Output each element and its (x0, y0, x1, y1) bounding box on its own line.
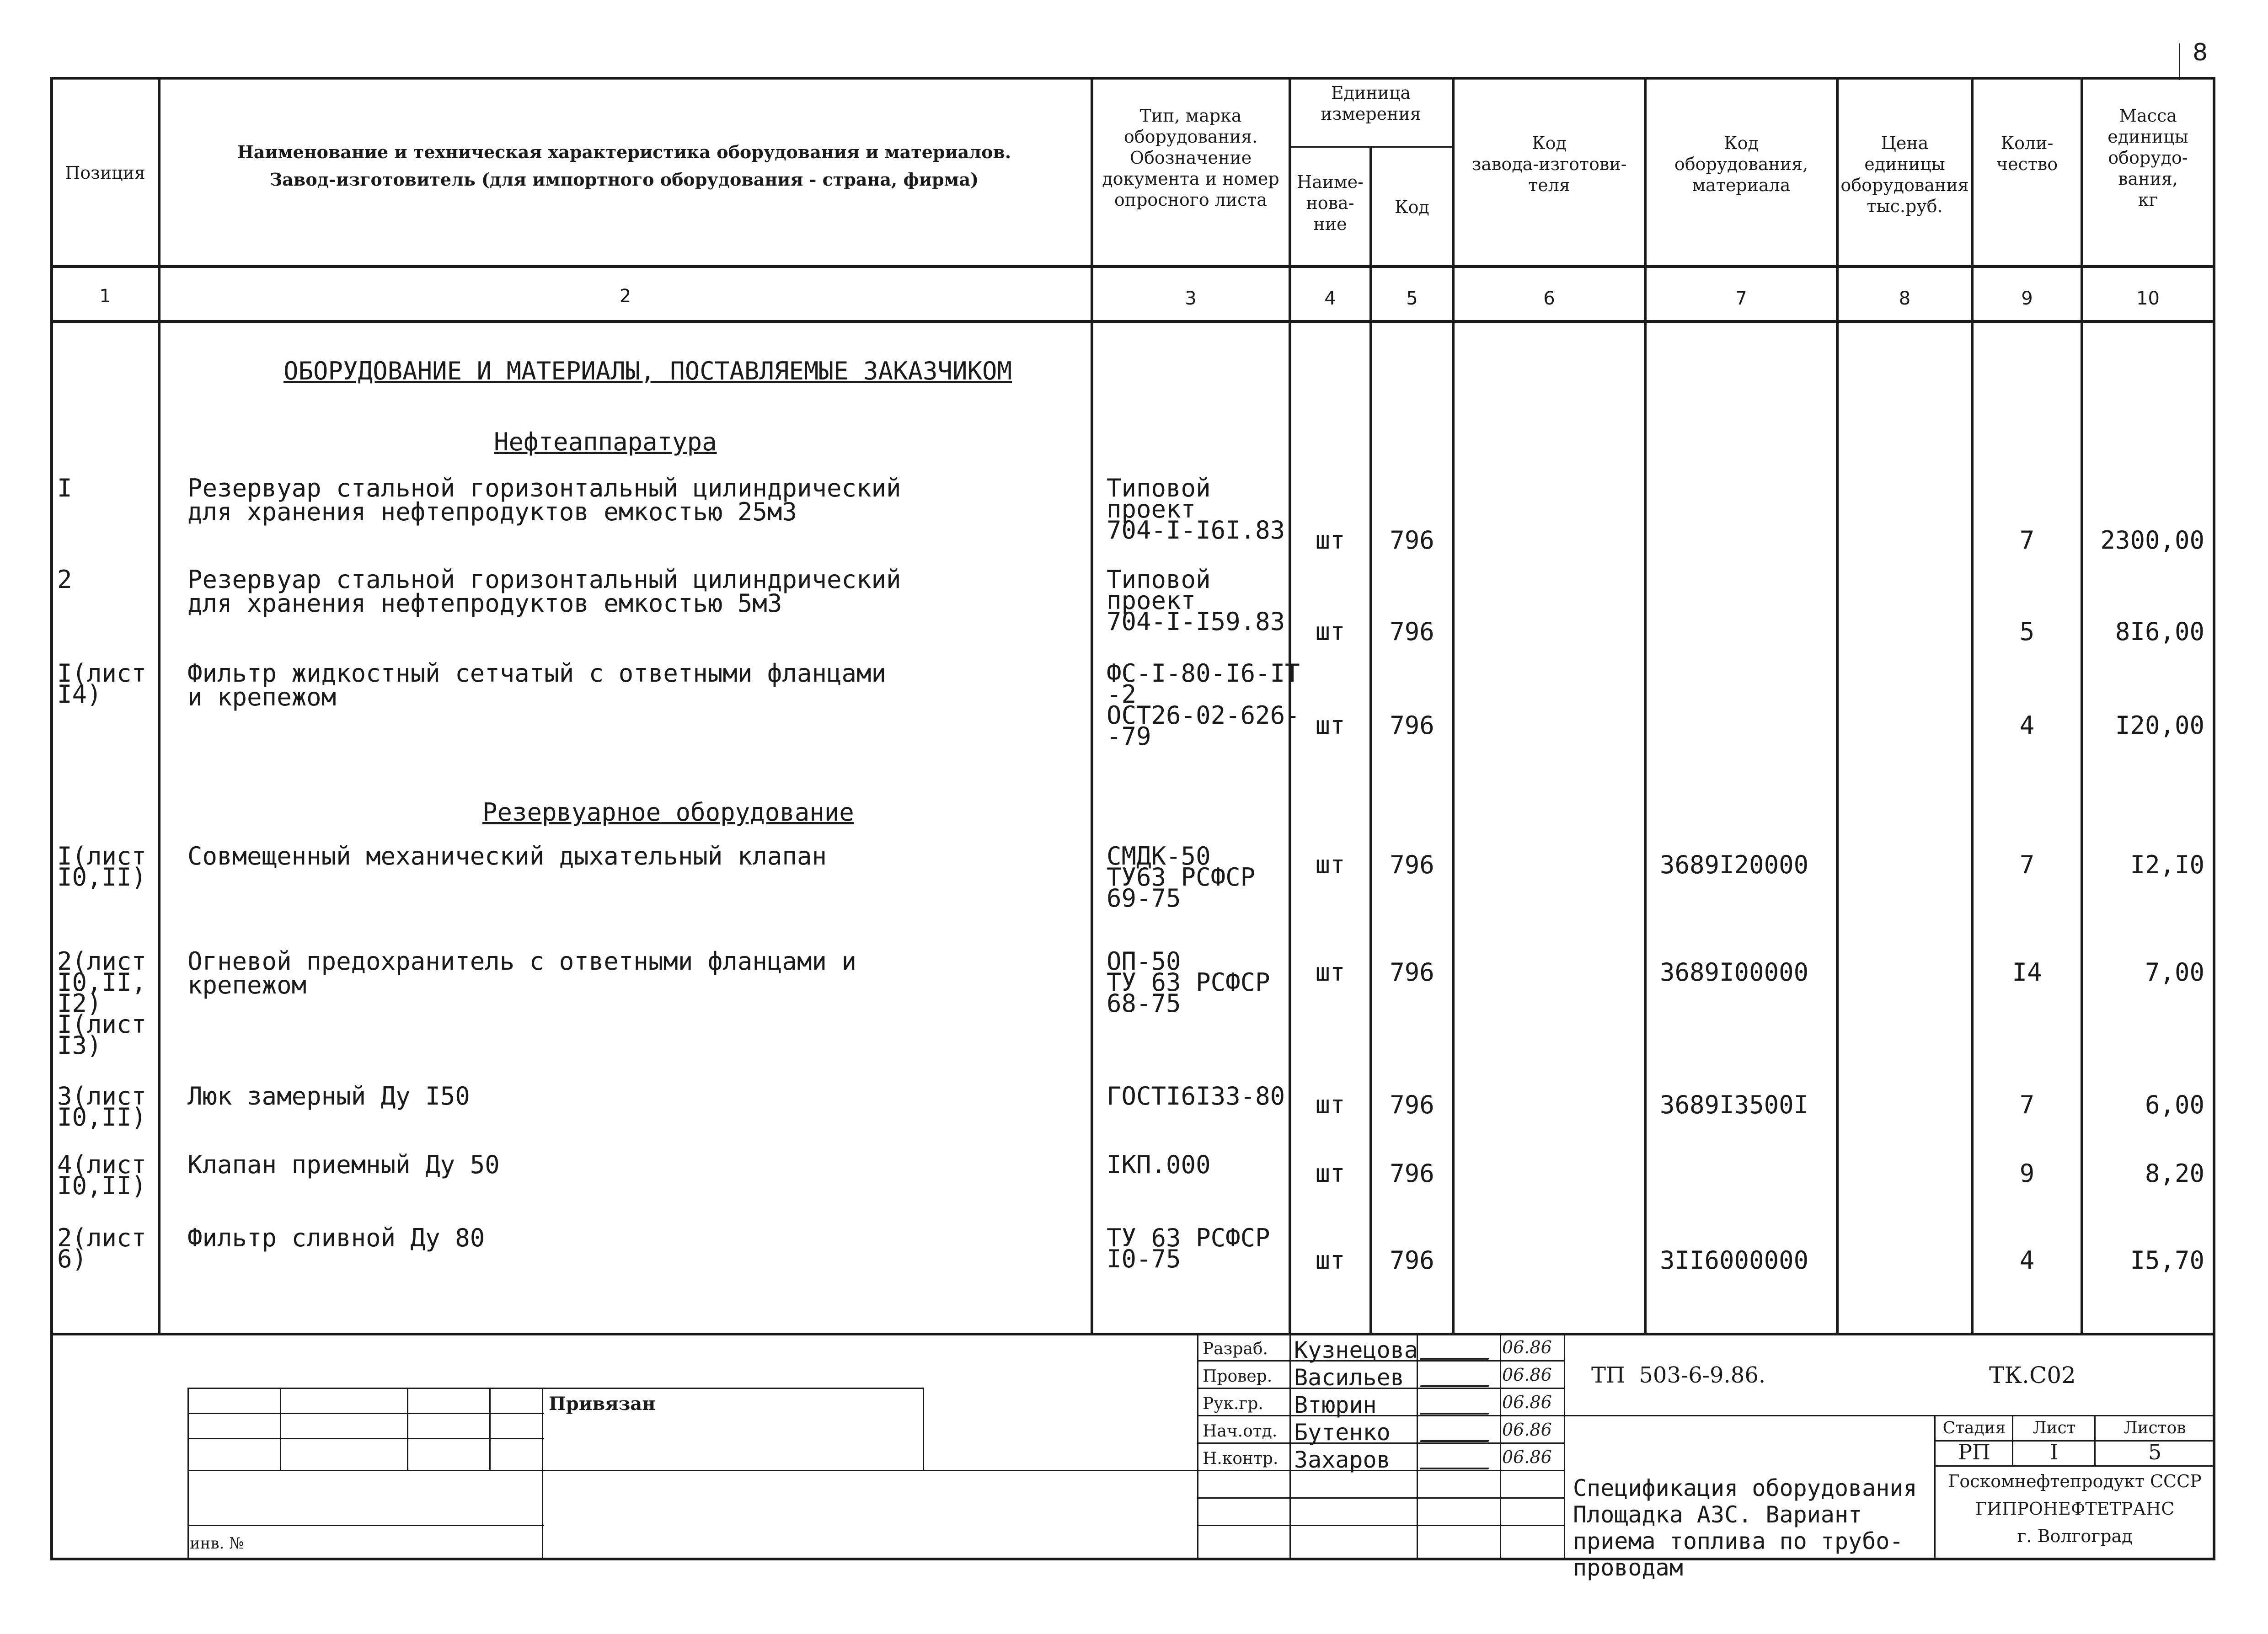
row-mass: 2300,00 (2100, 526, 2204, 555)
row-type-line: 68-75 (1107, 989, 1181, 1018)
header-quantity: Коли- чество (1996, 133, 2058, 174)
row-type-line: -2 (1107, 680, 1137, 709)
group-title-oil-equipment: Нефтеаппаратура (494, 427, 717, 456)
row-unit-code: 796 (1390, 711, 1434, 740)
row-name-line: для хранения нефтепродуктов емкостью 5м3 (187, 589, 782, 618)
project-code: ТП 503-6-9.86. (1591, 1362, 1766, 1388)
row-mass: 8,20 (2145, 1159, 2204, 1188)
row-mass: I2,I0 (2130, 850, 2204, 879)
signature-date: 06.86 (1502, 1337, 1552, 1357)
row-unit-code: 796 (1390, 526, 1434, 555)
row-name-line: Клапан приемный Ду 50 (187, 1150, 500, 1179)
row-mass: 6,00 (2145, 1090, 2204, 1119)
row-quantity: 7 (2019, 1090, 2035, 1119)
group-title-tank-equipment: Резервуарное оборудование (482, 798, 854, 827)
row-type-line: I0-75 (1107, 1244, 1181, 1273)
row-unit-code: 796 (1390, 958, 1434, 987)
row-type-line: СМДК-50 (1107, 842, 1211, 870)
signature-name: Захаров (1294, 1447, 1391, 1473)
row-name-line: Фильтр жидкостный сетчатый с ответными фланцами (187, 659, 887, 688)
signature-date: 06.86 (1502, 1420, 1552, 1440)
row-unit: шт (1315, 958, 1345, 987)
signature-role: Н.контр. (1203, 1449, 1278, 1468)
page-number-tick (2179, 43, 2180, 80)
row-quantity: 7 (2019, 526, 2035, 555)
row-quantity: I4 (2012, 958, 2042, 987)
signature-role: Нач.отд. (1203, 1422, 1278, 1441)
row-mass: I20,00 (2115, 711, 2204, 740)
row-position: 2(лист I0,II, I2) I(лист I3) (57, 947, 147, 1060)
row-unit-code: 796 (1390, 1246, 1434, 1275)
handwritten-signature (1420, 1417, 1498, 1442)
handwritten-signature (1420, 1445, 1498, 1469)
row-equipment-code: 3II6000000 (1660, 1246, 1809, 1275)
row-unit-code: 796 (1390, 1159, 1434, 1188)
row-equipment-code: 3689I00000 (1660, 958, 1809, 987)
row-type-line: IКП.000 (1107, 1150, 1211, 1179)
sheet-value: I (2050, 1440, 2059, 1464)
row-name-line: и крепежом (187, 683, 337, 711)
row-position: I(лист I4) (57, 659, 147, 709)
sheet-label: Лист (2033, 1419, 2076, 1437)
inventory-label: инв. № (190, 1534, 244, 1553)
signature-role: Разраб. (1203, 1340, 1268, 1358)
row-type-line: Типовой (1107, 474, 1211, 502)
row-position: 4(лист I0,II) (57, 1150, 147, 1200)
handwritten-signature (1420, 1335, 1498, 1360)
row-type-line: ОСТ26-02-626- (1107, 701, 1300, 730)
row-name-line: Резервуар стальной горизонтальный цилиндрический (187, 474, 901, 502)
row-unit: шт (1315, 1090, 1345, 1119)
sheet-code: ТК.С02 (1989, 1362, 2076, 1388)
row-type-line: ОП-50 (1107, 947, 1181, 976)
row-type-line: проект (1107, 586, 1196, 615)
handwritten-signature (1420, 1362, 1498, 1387)
row-type-line: -79 (1107, 722, 1151, 751)
signature-date: 06.86 (1502, 1447, 1552, 1467)
row-name-line: Фильтр сливной Ду 80 (187, 1223, 485, 1252)
row-mass: 7,00 (2145, 958, 2204, 987)
header-manufacturer-code: Код завода-изготови- теля (1471, 133, 1627, 195)
row-unit: шт (1315, 526, 1345, 555)
page-number: 8 (2193, 39, 2208, 66)
header-name-line2: Завод-изготовитель (для импортного оборудования - страна, фирма) (269, 169, 979, 190)
row-position: I (57, 474, 72, 502)
row-name-line: Совмещенный механический дыхательный клапан (187, 842, 827, 870)
row-name-line: Резервуар стальной горизонтальный цилиндрический (187, 565, 901, 594)
header-type-doc: Тип, марка оборудования. Обозначение документа и номер опросного листа (1102, 106, 1279, 210)
row-position: 2(лист 6) (57, 1223, 147, 1273)
row-type-line: 69-75 (1107, 884, 1181, 913)
section-title: ОБОРУДОВАНИЕ И МАТЕРИАЛЫ, ПОСТАВЛЯЕМЫЕ ЗАКАЗЧИКОМ (284, 357, 1012, 385)
row-unit: шт (1315, 1246, 1345, 1275)
row-quantity: 7 (2019, 850, 2035, 879)
row-unit: шт (1315, 617, 1345, 646)
row-type-line: ГОСТI6I33-80 (1107, 1082, 1285, 1111)
header-position: Позиция (65, 163, 145, 183)
row-equipment-code: 3689I3500I (1660, 1090, 1809, 1119)
stage-label: Стадия (1942, 1419, 2006, 1437)
row-mass: 8I6,00 (2115, 617, 2204, 646)
signature-role: Рук.гр. (1203, 1394, 1263, 1413)
row-name-line: крепежом (187, 971, 307, 999)
header-name-line1: Наименование и техническая характеристика оборудования и материалов. (237, 142, 1011, 162)
row-type-line: ФС-I-80-I6-IТ (1107, 659, 1300, 688)
row-type-line: проект (1107, 495, 1196, 523)
row-unit-code: 796 (1390, 850, 1434, 879)
row-type-line: ТУ63 РСФСР (1107, 863, 1256, 892)
signature-date: 06.86 (1502, 1392, 1552, 1412)
row-quantity: 4 (2019, 711, 2035, 740)
header-unit-mass: Масса единицы оборудо- вания, кг (2108, 106, 2188, 210)
row-quantity: 5 (2019, 617, 2035, 646)
sheets-value: 5 (2148, 1440, 2162, 1464)
header-unit-price: Цена единицы оборудования тыс.руб. (1840, 133, 1969, 216)
row-position: I(лист I0,II) (57, 842, 147, 892)
row-unit: шт (1315, 850, 1345, 879)
row-name-line: для хранения нефтепродуктов емкостью 25м3 (187, 497, 797, 526)
row-name-line: Люк замерный Ду I50 (187, 1082, 470, 1111)
signature-name: Кузнецова (1294, 1337, 1418, 1363)
header-equipment-code: Код оборудования, материала (1674, 133, 1808, 195)
row-name-line: Огневой предохранитель с ответными фланцами и (187, 947, 856, 976)
header-unit-name: Наиме- нова- ние (1296, 172, 1364, 234)
row-quantity: 9 (2019, 1159, 2035, 1188)
row-type-line: 704-I-I6I.83 (1107, 516, 1285, 545)
row-type-line: Типовой (1107, 565, 1211, 594)
page: 8 Позиция Наименование и техническая характеристика оборудования и материалов. Завод-изготовитель (для импортного оборудования - страна, фирма) Тип, марка оборудования. Обозначение документа и номер опросного листа Единица измерения Наиме- нова- ние Код Код завода-изготови- теля Код оборудования, материала Цена единицы оборудования тыс.руб. Коли- чество Масса единицы оборудо- вания, кг 1 2 3 4 5 6 7 8 9 10 ОБОРУДОВАНИЕ И МАТЕРИАЛЫ, ПОСТАВЛЯЕМЫЕ ЗАКАЗЧИКОМ Нефтеаппаратура Резервуарное оборудование I Резервуар стальной горизонтальный цилиндрический для хранения нефтепродуктов емкостью 25м3 Типовой проект 704-I-I6I.83 шт 796 7 2300,00 2 Резервуар стальной горизонтальный цилиндрический для хранения нефтепродуктов емкостью 5м3 Типовой проект 704-I-I59.83 шт 796 5 8I6,00 I(лист I4) Фильтр жидкостный сетчатый с ответными фланцами и крепежом ФС-I-80-I6-IТ -2 ОСТ26-02-626- -79 шт 796 4 I20,00 I(лист I0,II) Совмещенный механический дыхательный клапан СМДК-50 ТУ63 РСФСР 69-75 шт 796 3689I20000 7 I2,I0 2(лист I0,II, I2) I(лист I3) Огневой предохранитель с ответными фланцами и крепежом ОП-50 ТУ 63 РСФСР 68-75 шт 796 3689I00000 I4 7,00 3(лист I0,II) Люк замерный Ду I50 ГОСТI6I33-80 шт 796 3689I3500I 7 6,00 4(лист I0,II) Клапан приемный Ду 50 IКП.000 шт 796 9 8,20 2(лист 6) Фильтр сливной Ду 80 ТУ 63 РСФСР I0-75 шт 796 3II6000000 4 I5,70 Привязан инв. № Разраб. Кузнецова 06.86 Провер. Васильев 06.86 Рук.гр. Втюрин 06.86 Нач.отд. Бутенко 06.86 Н.контр. Захаров 06.86 ТП 503-6-9.86. ТК.С02 Спецификация оборудования Площадка АЗС. Вариант приема топлива по трубо- проводам Стадия Лист Листов РП I 5 Госкомнефтепродукт СССР ГИПРОНЕФТЕТРАНС г. Волгоград (0, 0, 2268, 1604)
row-unit-code: 796 (1390, 1090, 1434, 1119)
header-unit-code: Код (1395, 197, 1429, 217)
row-type-line: ТУ 63 РСФСР (1107, 968, 1270, 997)
signature-role: Провер. (1203, 1367, 1273, 1386)
handwritten-signature (1420, 1390, 1498, 1415)
row-quantity: 4 (2019, 1246, 2035, 1275)
row-position: 2 (57, 565, 72, 594)
organization: Госкомнефтепродукт СССР ГИПРОНЕФТЕТРАНС г. Волгоград (1948, 1471, 2202, 1546)
row-unit: шт (1315, 1159, 1345, 1188)
sheets-label: Листов (2124, 1419, 2186, 1437)
attached-label: Привязан (549, 1393, 656, 1415)
signature-name: Втюрин (1294, 1392, 1377, 1418)
signature-name: Бутенко (1294, 1419, 1391, 1446)
row-unit: шт (1315, 711, 1345, 740)
row-unit-code: 796 (1390, 617, 1434, 646)
stage-value: РП (1958, 1440, 1991, 1464)
header-unit-group: Единица измерения (1321, 83, 1421, 124)
drawing-title: Спецификация оборудования Площадка АЗС. Вариант приема топлива по трубо- проводам (1573, 1475, 1917, 1581)
row-mass: I5,70 (2130, 1246, 2204, 1275)
row-position: 3(лист I0,II) (57, 1082, 147, 1132)
row-equipment-code: 3689I20000 (1660, 850, 1809, 879)
signature-name: Васильев (1294, 1364, 1404, 1391)
row-type-line: ТУ 63 РСФСР (1107, 1223, 1270, 1252)
signature-date: 06.86 (1502, 1365, 1552, 1385)
row-type-line: 704-I-I59.83 (1107, 607, 1285, 636)
